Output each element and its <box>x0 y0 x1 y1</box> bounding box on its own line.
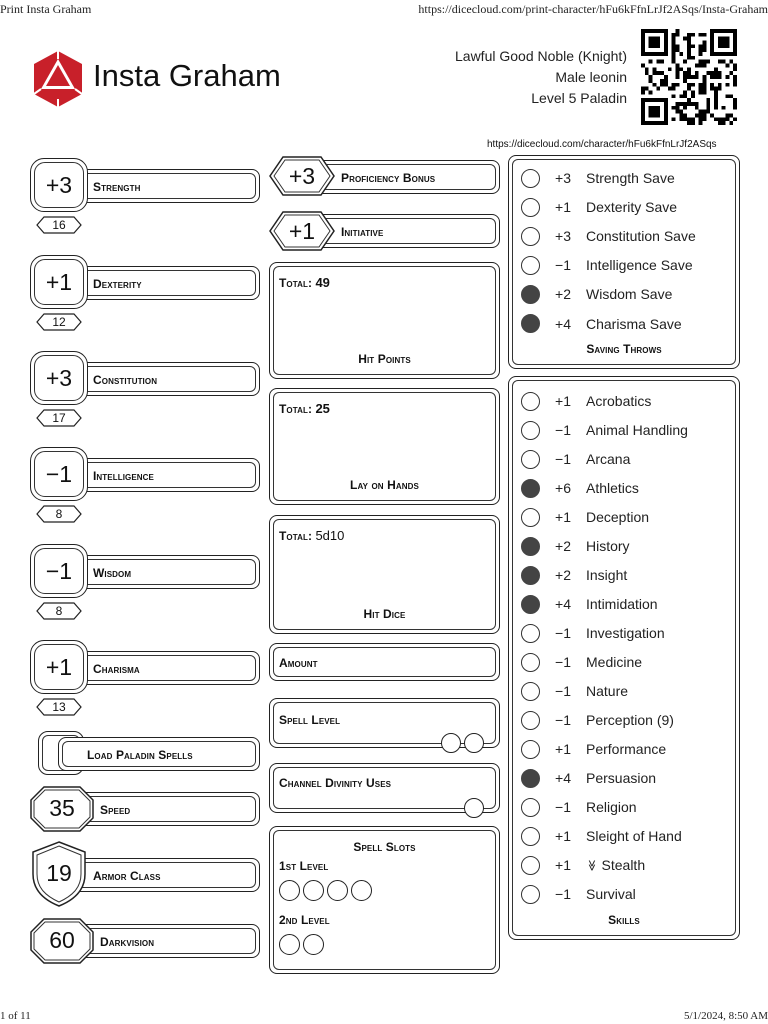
dexterity-row <box>58 266 260 300</box>
proficiency-indicator-icon <box>521 169 540 188</box>
intelligence-modifier-value: −1 <box>45 460 73 487</box>
wisdom-label: Wisdom <box>93 566 132 580</box>
intelligence-label: Intelligence <box>93 469 154 483</box>
constitution-row <box>58 362 260 396</box>
hit-dice-box <box>269 515 500 634</box>
spell-level-bubbles <box>441 733 487 753</box>
initiative-label: Initiative <box>341 225 384 239</box>
speed-value: 35 <box>49 795 75 821</box>
saving-throw-row[interactable] <box>521 226 696 246</box>
saving-throw-name: Charisma Save <box>586 315 682 332</box>
saving-throw-row[interactable] <box>521 168 675 188</box>
hit-dice-total-label: Total: <box>279 529 313 543</box>
amount-box <box>269 643 500 681</box>
spell-slot-bubble[interactable] <box>279 880 300 901</box>
saving-throw-value: +3 <box>555 228 571 245</box>
skill-name: Intimidation <box>586 596 658 612</box>
initiative-hex <box>269 211 335 251</box>
skill-name: Investigation <box>586 625 665 641</box>
wisdom-score <box>36 602 82 620</box>
armor-class-shield-icon <box>30 840 88 908</box>
proficiency-indicator-icon <box>521 711 540 730</box>
spell-slots-box <box>269 826 500 974</box>
print-page-title: Print Insta Graham <box>0 2 92 16</box>
skill-value: +2 <box>555 538 571 554</box>
strength-row <box>58 169 260 203</box>
skill-row[interactable] <box>521 681 628 701</box>
spell-level-box <box>269 698 500 748</box>
saving-throw-row[interactable] <box>521 284 672 304</box>
character-name: Insta Graham <box>93 58 281 93</box>
saving-throws-title: Saving Throws <box>586 342 662 356</box>
darkvision-label: Darkvision <box>100 935 155 949</box>
proficiency-indicator-icon <box>521 256 540 275</box>
skill-row[interactable] <box>521 478 639 498</box>
intelligence-score-value: 8 <box>55 507 63 521</box>
proficiency-indicator-icon <box>521 566 540 585</box>
saving-throw-name: Constitution Save <box>586 228 696 245</box>
skill-value: −1 <box>555 451 571 467</box>
saving-throw-value: +2 <box>555 286 571 303</box>
proficiency-indicator-icon <box>521 798 540 817</box>
spell-slot-bubble[interactable] <box>279 934 300 955</box>
strength-label: Strength <box>93 180 141 194</box>
saving-throw-value: +3 <box>555 170 571 186</box>
skill-value: +1 <box>555 393 571 409</box>
print-datetime: 5/1/2024, 8:50 AM <box>683 1010 768 1022</box>
amount-label: Amount <box>279 656 318 670</box>
proficiency-indicator-icon <box>521 653 540 672</box>
skill-row[interactable] <box>521 855 645 875</box>
spell-slots-level-2-bubbles <box>279 934 327 955</box>
skill-name: Sleight of Hand <box>586 828 682 844</box>
skill-name: History <box>586 538 630 554</box>
skill-name: Persuasion <box>586 770 657 786</box>
skill-name: Nature <box>586 683 629 699</box>
constitution-modifier-value: +3 <box>45 364 73 391</box>
wisdom-modifier <box>30 544 88 598</box>
armor-class-row <box>58 858 260 892</box>
skill-value: +1 <box>555 828 571 844</box>
skill-name: Stealth <box>601 857 646 873</box>
skill-value: −1 <box>555 422 571 438</box>
speed-label: Speed <box>100 803 131 817</box>
proficiency-indicator-icon <box>521 624 540 643</box>
strength-modifier-value: +3 <box>45 171 73 198</box>
proficiency-indicator-icon <box>521 885 540 904</box>
lay-on-hands-total-label: Total: <box>279 402 313 416</box>
character-gender-race: Male leonin <box>555 69 627 85</box>
proficiency-indicator-icon <box>521 421 540 440</box>
darkvision-octagon <box>30 918 94 964</box>
skill-name: Insight <box>586 567 628 583</box>
skill-row[interactable] <box>521 797 637 817</box>
skill-row[interactable] <box>521 652 642 672</box>
proficiency-indicator-icon <box>521 479 540 498</box>
darkvision-value: 60 <box>49 927 75 953</box>
skill-row[interactable] <box>521 507 649 527</box>
skill-value: −1 <box>555 886 571 902</box>
print-page-url: https://dicecloud.com/print-character/hFu6kFfnLrJf2ASqs/Insta-Graham <box>418 2 768 16</box>
character-url: https://dicecloud.com/character/hFu6kFfnLrJf2ASqs <box>487 139 717 150</box>
constitution-score <box>36 409 82 427</box>
skill-row[interactable] <box>521 710 674 730</box>
spell-slots-level-2-label: 2nd Level <box>279 913 330 927</box>
hit-points-total-value: 49 <box>315 275 330 290</box>
skill-name: Arcana <box>586 451 631 467</box>
spell-level-label: Spell Level <box>279 713 341 727</box>
skill-row[interactable] <box>521 391 651 411</box>
load-spells-row[interactable] <box>58 737 260 771</box>
wisdom-modifier-value: −1 <box>45 557 73 584</box>
skill-row[interactable] <box>521 739 666 759</box>
proficiency-indicator-icon <box>521 314 540 333</box>
lay-on-hands-label: Lay on Hands <box>350 478 419 492</box>
spell-level-bubble[interactable] <box>464 733 484 753</box>
constitution-score-value: 17 <box>52 411 66 425</box>
print-page-count: 1 of 11 <box>0 1010 31 1022</box>
qr-code <box>641 29 737 125</box>
skill-row[interactable] <box>521 420 688 440</box>
skill-row[interactable] <box>521 884 636 904</box>
channel-divinity-label: Channel Divinity Uses <box>279 776 392 790</box>
charisma-label: Charisma <box>93 662 140 676</box>
skill-row[interactable] <box>521 623 665 643</box>
proficiency-indicator-icon <box>521 537 540 556</box>
skill-value: −1 <box>555 683 571 699</box>
proficiency-indicator-icon <box>521 285 540 304</box>
skill-value: +6 <box>555 480 571 496</box>
skill-row[interactable] <box>521 536 630 556</box>
constitution-label: Constitution <box>93 373 158 387</box>
proficiency-indicator-icon <box>521 508 540 527</box>
channel-divinity-bubble[interactable] <box>464 798 484 818</box>
hit-points-total-label: Total: <box>279 276 313 290</box>
character-alignment-background: Lawful Good Noble (Knight) <box>455 48 627 64</box>
lay-on-hands-box <box>269 388 500 505</box>
lay-on-hands-total <box>279 401 330 416</box>
channel-divinity-bubbles <box>464 798 487 818</box>
dexterity-label: Dexterity <box>93 277 142 291</box>
skill-value: +4 <box>555 596 571 612</box>
skill-name: Acrobatics <box>586 393 652 409</box>
spell-slot-bubble[interactable] <box>327 880 348 901</box>
hit-points-total <box>279 275 330 290</box>
saving-throw-name: Strength Save <box>586 170 675 186</box>
proficiency-indicator-icon <box>521 227 540 246</box>
constitution-modifier <box>30 351 88 405</box>
charisma-score-value: 13 <box>52 700 66 714</box>
skill-name: Performance <box>586 741 667 757</box>
saving-throw-name: Wisdom Save <box>586 286 673 303</box>
dexterity-score <box>36 313 82 331</box>
saving-throw-row[interactable] <box>521 255 693 275</box>
proficiency-indicator-icon <box>521 198 540 217</box>
spell-slots-level-1-bubbles <box>279 880 375 901</box>
saving-throw-name: Dexterity Save <box>586 199 678 216</box>
skill-name: Athletics <box>586 480 639 496</box>
charisma-modifier <box>30 640 88 694</box>
wisdom-row <box>58 555 260 589</box>
skill-name: Survival <box>586 886 636 902</box>
saving-throw-value: −1 <box>555 257 571 274</box>
skill-value: +4 <box>555 770 571 786</box>
proficiency-indicator-icon <box>521 392 540 411</box>
saving-throw-value: +4 <box>555 315 571 332</box>
strength-modifier <box>30 158 88 212</box>
skill-value: −1 <box>555 625 571 641</box>
skill-name: Perception (9) <box>586 712 674 728</box>
proficiency-indicator-icon <box>521 827 540 846</box>
skills-title: Skills <box>608 913 640 927</box>
skill-row[interactable] <box>521 594 658 614</box>
skill-value: +1 <box>555 857 571 873</box>
spell-slot-bubble[interactable] <box>303 880 324 901</box>
hit-dice-total <box>279 528 344 543</box>
spell-slots-title: Spell Slots <box>353 840 416 854</box>
proficiency-bonus-label: Proficiency Bonus <box>341 171 436 185</box>
skill-row[interactable] <box>521 565 627 585</box>
skill-value: +1 <box>555 741 571 757</box>
skill-name: Deception <box>586 509 650 525</box>
hit-points-box <box>269 262 500 379</box>
hit-dice-total-value: 5d10 <box>315 528 345 543</box>
skill-value: +2 <box>555 567 571 583</box>
dexterity-modifier <box>30 255 88 309</box>
intelligence-row <box>58 458 260 492</box>
proficiency-bonus-value: +3 <box>288 163 316 189</box>
skill-row[interactable] <box>521 768 656 788</box>
charisma-modifier-value: +1 <box>45 653 73 680</box>
intelligence-modifier <box>30 447 88 501</box>
spell-level-bubble[interactable] <box>441 733 461 753</box>
lay-on-hands-total-value: 25 <box>315 401 330 416</box>
hit-dice-label: Hit Dice <box>363 607 406 621</box>
initiative-value: +1 <box>288 218 316 244</box>
saving-throw-value: +1 <box>555 199 571 216</box>
skill-value: −1 <box>555 654 571 670</box>
proficiency-indicator-icon <box>521 595 540 614</box>
disadvantage-chevrons-icon: ≫ <box>585 859 598 871</box>
saving-throw-name: Intelligence Save <box>586 257 693 274</box>
dexterity-score-value: 12 <box>52 315 66 329</box>
armor-class-value: 19 <box>46 860 72 886</box>
wisdom-score-value: 8 <box>55 604 63 618</box>
charisma-row <box>58 651 260 685</box>
skill-name: Medicine <box>586 654 643 670</box>
skill-value: −1 <box>555 712 571 728</box>
saving-throw-row[interactable] <box>521 197 677 217</box>
proficiency-bonus-hex <box>269 156 335 196</box>
spell-slot-bubble[interactable] <box>303 934 324 955</box>
charisma-score <box>36 698 82 716</box>
hit-points-label: Hit Points <box>358 352 411 366</box>
skill-name: Animal Handling <box>586 422 688 438</box>
character-level-class: Level 5 Paladin <box>531 90 627 106</box>
speed-octagon <box>30 786 94 832</box>
dexterity-modifier-value: +1 <box>45 268 73 295</box>
spell-slots-level-1-label: 1st Level <box>279 859 329 873</box>
proficiency-indicator-icon <box>521 769 540 788</box>
load-spells-label: Load Paladin Spells <box>87 748 193 762</box>
spell-slot-bubble[interactable] <box>351 880 372 901</box>
intelligence-score <box>36 505 82 523</box>
skill-value: −1 <box>555 799 571 815</box>
proficiency-indicator-icon <box>521 682 540 701</box>
saving-throw-row[interactable] <box>521 314 682 334</box>
channel-divinity-box <box>269 763 500 813</box>
skill-value: +1 <box>555 509 571 525</box>
skill-row[interactable] <box>521 449 630 469</box>
proficiency-indicator-icon <box>521 450 540 469</box>
proficiency-indicator-icon <box>521 740 540 759</box>
armor-class-label: Armor Class <box>93 869 161 883</box>
skill-name: Religion <box>586 799 637 815</box>
dicecloud-logo-icon <box>31 49 85 114</box>
skill-row[interactable] <box>521 826 682 846</box>
proficiency-indicator-icon <box>521 856 540 875</box>
strength-score <box>36 216 82 234</box>
strength-score-value: 16 <box>52 218 66 232</box>
